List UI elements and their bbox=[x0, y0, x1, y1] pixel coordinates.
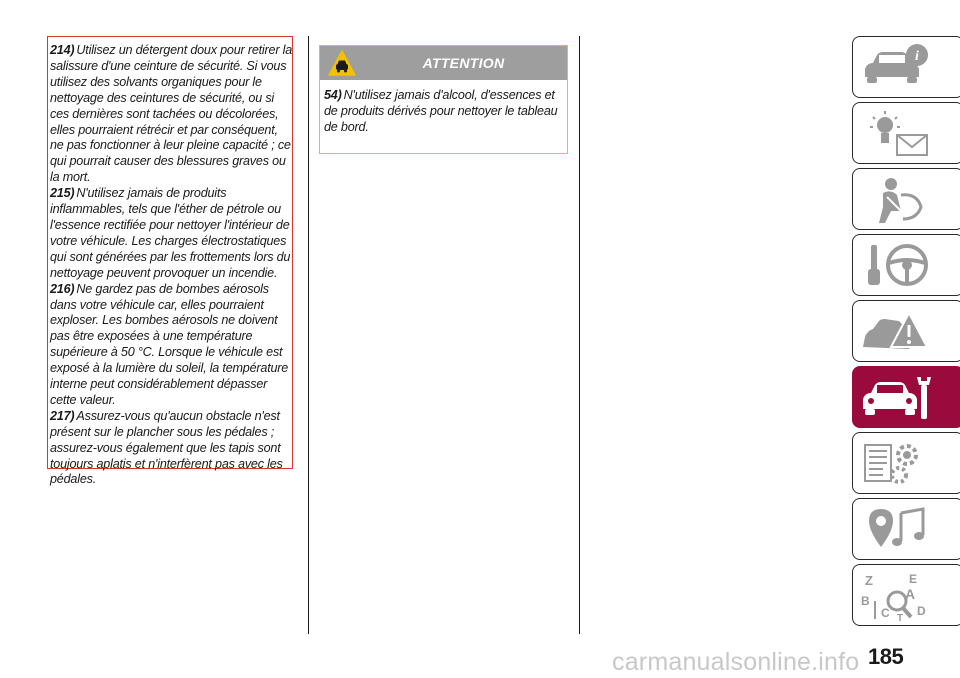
page-number: 185 bbox=[868, 644, 904, 669]
note-217: 217) Assurez-vous qu'aucun obstacle n'est présent sur le plancher sous les pédales ; assurez-vous également que les tapis sont toujours aplatis et n'interfèrent pas avec les pédales. bbox=[50, 408, 283, 487]
svg-text:i: i bbox=[915, 49, 919, 64]
note-215: 215) N'utilisez jamais de produits inflammables, tels que l'éther de pétrole ou l'essence rectifiée pour nettoyer l'intérieur de votre véhicule. Les charges électrostatiques qui sont générées par les frottements lors du nettoyage peuvent provoquer un incendie. bbox=[50, 186, 291, 280]
attention-box bbox=[319, 45, 568, 154]
tab-index[interactable] bbox=[852, 564, 960, 626]
index-icon bbox=[861, 571, 933, 621]
tab-technical-data[interactable] bbox=[852, 432, 960, 494]
svg-text:T: T bbox=[897, 613, 904, 621]
specs-gear-icon bbox=[861, 439, 933, 489]
breakdown-icon bbox=[861, 307, 933, 357]
car-info-icon bbox=[861, 43, 933, 93]
note-216: 216) Ne gardez pas de bombes aérosols dans votre véhicule car, elles pourraient exploser. Les bombes aérosols ne doivent pas être exposées à une température supérieure à 50 °C. Lorsque le véhicule est exposé à la lumière du soleil, la température interne peut considérablement dépasser cette valeur. bbox=[50, 281, 289, 407]
svg-text:Z: Z bbox=[865, 573, 873, 588]
svg-text:D: D bbox=[917, 604, 926, 618]
tab-car-info[interactable] bbox=[852, 36, 960, 98]
warning-notes-box bbox=[47, 36, 293, 487]
tab-multimedia[interactable] bbox=[852, 498, 960, 560]
note-214: 214) Utilisez un détergent doux pour retirer la salissure d'une ceinture de sécurité. Si vous utilisez des solvants organiques pour le nettoyage des ceintures de sécurité, ou si ces dernières sont tachées ou décolorées, elles pourraient rétrécir et par conséquent, ne pas fonctionner à leur pleine capacité ; ce qui pourrait causer des blessures graves ou la mort. bbox=[50, 43, 293, 185]
tab-starting-driving[interactable] bbox=[852, 234, 960, 296]
tab-emergency[interactable] bbox=[852, 300, 960, 362]
svg-text:E: E bbox=[909, 572, 918, 586]
attention-title: ATTENTION bbox=[422, 55, 505, 71]
car-maintenance-icon bbox=[861, 373, 933, 423]
lights-message-icon bbox=[861, 109, 933, 159]
svg-text:C: C bbox=[881, 606, 890, 620]
seat-airbag-icon bbox=[861, 175, 933, 225]
tab-maintenance[interactable] bbox=[852, 366, 960, 428]
svg-text:A: A bbox=[905, 586, 916, 602]
watermark: carmanualsonline.info bbox=[612, 648, 860, 676]
svg-text:B: B bbox=[861, 594, 870, 608]
column-divider-right bbox=[579, 36, 580, 634]
attention-body: 54) N'utilisez jamais d'alcool, d'essences et de produits dérivés pour nettoyer le tableau de bord. bbox=[324, 88, 558, 134]
multimedia-icon bbox=[861, 505, 933, 555]
attention-header bbox=[320, 46, 567, 80]
tab-lights-messages[interactable] bbox=[852, 102, 960, 164]
column-divider-left bbox=[308, 36, 309, 634]
key-steering-icon bbox=[861, 241, 933, 291]
tab-safety[interactable] bbox=[852, 168, 960, 230]
